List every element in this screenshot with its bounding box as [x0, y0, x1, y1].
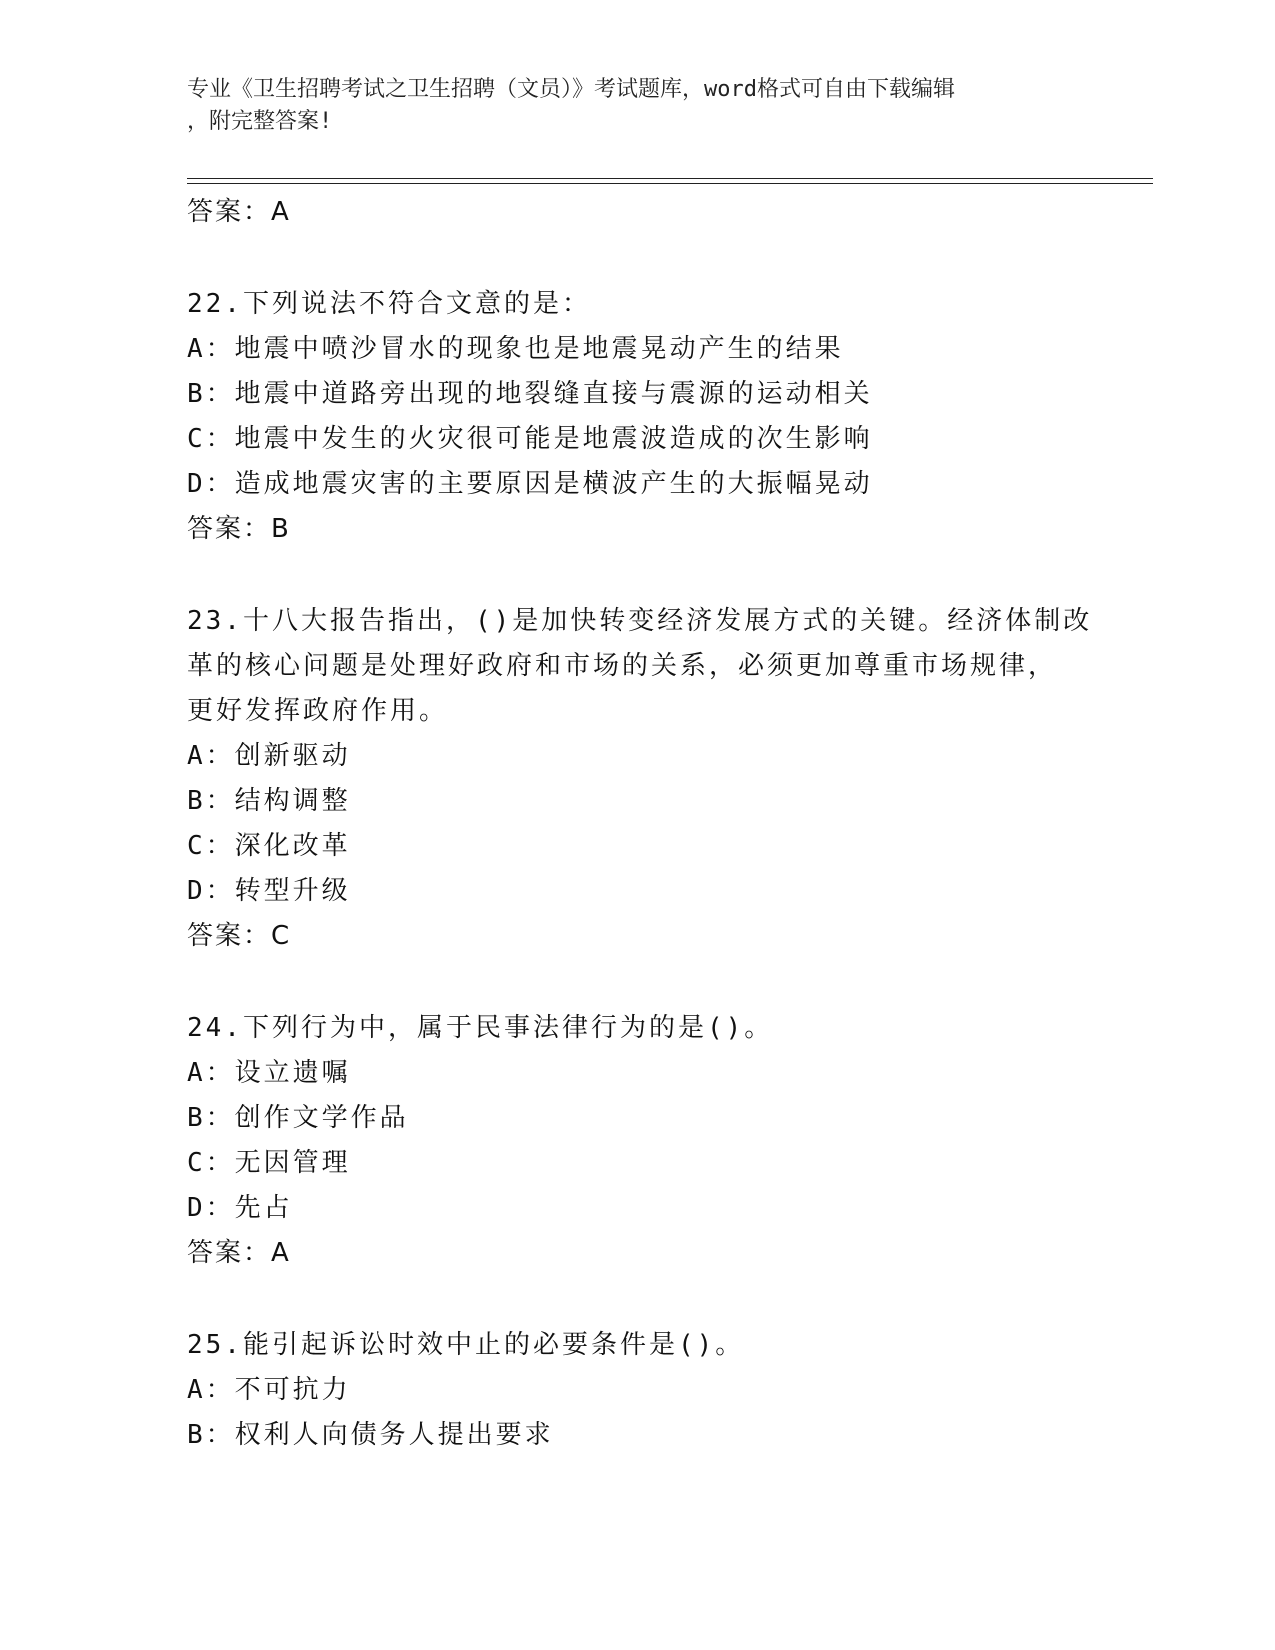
- answer-line: 答案：A: [187, 1238, 291, 1268]
- answer-line: 答案：A: [187, 197, 291, 227]
- question-text: 23.十八大报告指出，()是加快转变经济发展方式的关键。经济体制改: [187, 606, 1093, 636]
- answer-option: D：先占: [187, 1193, 293, 1223]
- answer-option: A：设立遗嘱: [187, 1058, 351, 1088]
- header-line: ，附完整答案!: [187, 109, 333, 134]
- answer-line: 答案：C: [187, 921, 292, 951]
- questions-container: [187, 234, 1147, 1458]
- question-block: [187, 599, 1147, 958]
- answer-option: B：地震中道路旁出现的地裂缝直接与震源的运动相关: [187, 379, 873, 409]
- question-text: 24.下列行为中，属于民事法律行为的是()。: [187, 1013, 774, 1043]
- question-text: 更好发挥政府作用。: [187, 696, 449, 726]
- header-divider: [187, 183, 1153, 184]
- answer-option: A：创新驱动: [187, 741, 351, 771]
- question-text: 22.下列说法不符合文意的是：: [187, 289, 591, 319]
- question-text: 25.能引起诉讼时效中止的必要条件是()。: [187, 1330, 745, 1360]
- question-spacer: [187, 234, 1147, 282]
- answer-option: B：结构调整: [187, 786, 351, 816]
- answer-option: C：无因管理: [187, 1148, 351, 1178]
- answer-option: A：不可抗力: [187, 1375, 351, 1405]
- question-list: [187, 190, 1147, 1458]
- answer-option: C：深化改革: [187, 831, 351, 861]
- answer-option: B：创作文学作品: [187, 1103, 409, 1133]
- header-line: 专业《卫生招聘考试之卫生招聘（文员）》考试题库，word格式可自由下载编辑: [187, 77, 955, 102]
- header-divider: [187, 178, 1153, 179]
- document-header: [187, 74, 1087, 138]
- answer-option: B：权利人向债务人提出要求: [187, 1420, 554, 1450]
- question-spacer: [187, 958, 1147, 1006]
- question-block: [187, 1006, 1147, 1275]
- question-block: [187, 1323, 1147, 1458]
- answer-option: C：地震中发生的火灾很可能是地震波造成的次生影响: [187, 424, 873, 454]
- question-spacer: [187, 551, 1147, 599]
- answer-option: A：地震中喷沙冒水的现象也是地震晃动产生的结果: [187, 334, 844, 364]
- answer-option: D：转型升级: [187, 876, 351, 906]
- answer-line: 答案：B: [187, 514, 291, 544]
- question-spacer: [187, 1275, 1147, 1323]
- answer-option: D：造成地震灾害的主要原因是横波产生的大振幅晃动: [187, 469, 873, 499]
- question-block: [187, 282, 1147, 551]
- question-text: 革的核心问题是处理好政府和市场的关系，必须更加尊重市场规律，: [187, 651, 1058, 681]
